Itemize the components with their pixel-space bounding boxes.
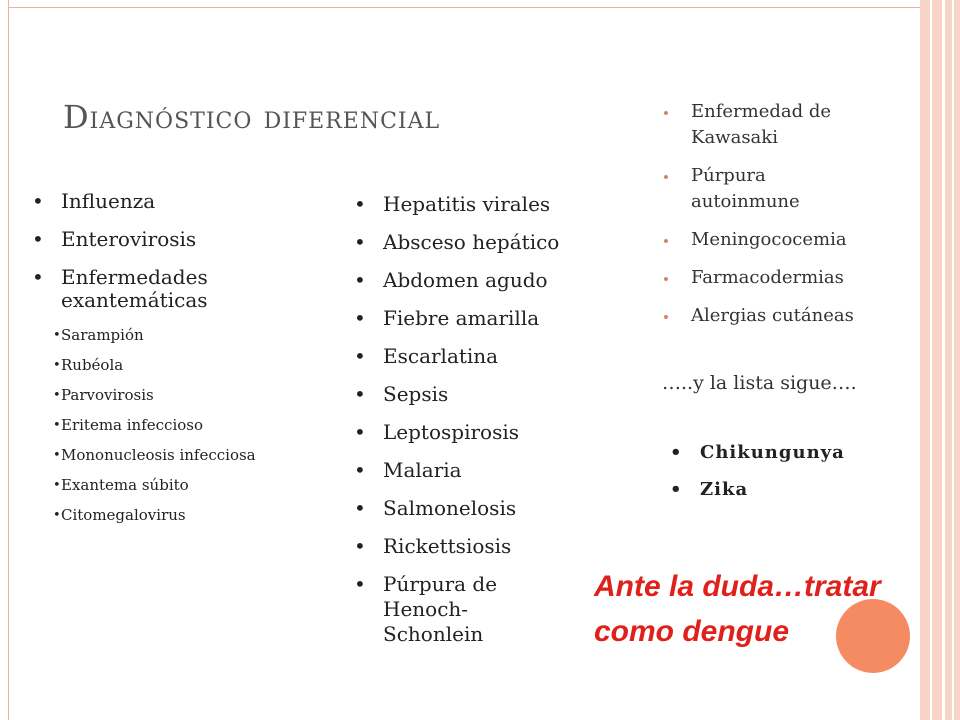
differential-list-column-2	[352, 192, 612, 660]
list-item: • Abdomen agudo	[352, 268, 612, 293]
sub-list-item: • Exantema súbito	[30, 477, 330, 494]
list-item: • Absceso hepático	[352, 230, 612, 255]
list-continues-text: …..y la lista sigue….	[662, 372, 857, 394]
list-item: • Zika	[670, 478, 920, 502]
list-item: • Escarlatina	[352, 344, 612, 369]
list-item: • Leptospirosis	[352, 420, 612, 445]
sub-list-item: • Parvovirosis	[30, 387, 330, 404]
slide-frame-left-line	[8, 0, 9, 720]
sub-list-item: • Eritema infeccioso	[30, 417, 330, 434]
differential-list-column-1	[30, 190, 330, 537]
list-item: Farmacodermias	[662, 265, 902, 291]
additional-diseases-list	[670, 441, 920, 515]
list-item: • Salmonelosis	[352, 496, 612, 521]
sub-list-item: • Sarampión	[30, 327, 330, 344]
sub-list-item: • Citomegalovirus	[30, 507, 330, 524]
list-item: Meningococemia	[662, 227, 902, 253]
list-item: • Púrpura de Henoch-Schonlein	[352, 572, 533, 647]
list-item: • Enfermedades exantemáticas	[30, 266, 330, 312]
slide-title: Diagnóstico diferencial	[63, 98, 441, 136]
list-item: • Hepatitis virales	[352, 192, 612, 217]
band-stripe	[952, 0, 954, 720]
list-item: • Chikungunya	[670, 441, 920, 465]
list-item: • Sepsis	[352, 382, 612, 407]
band-stripe	[942, 0, 945, 720]
list-item: • Influenza	[30, 190, 330, 213]
list-item: • Malaria	[352, 458, 612, 483]
list-item: • Rickettsiosis	[352, 534, 612, 559]
slide-frame-top-line	[8, 7, 921, 8]
sub-list-item: • Rubéola	[30, 357, 330, 374]
list-item: • Fiebre amarilla	[352, 306, 612, 331]
differential-list-column-3	[662, 99, 902, 341]
list-item: Enfermedad de Kawasaki	[662, 99, 861, 151]
list-item: Púrpura autoinmune	[662, 163, 841, 215]
sub-list-item: • Mononucleosis infecciosa	[30, 447, 330, 464]
list-item: • Enterovirosis	[30, 228, 330, 251]
list-item: Alergias cutáneas	[662, 303, 902, 329]
callout-text: Ante la duda…tratar como dengue	[594, 570, 881, 648]
